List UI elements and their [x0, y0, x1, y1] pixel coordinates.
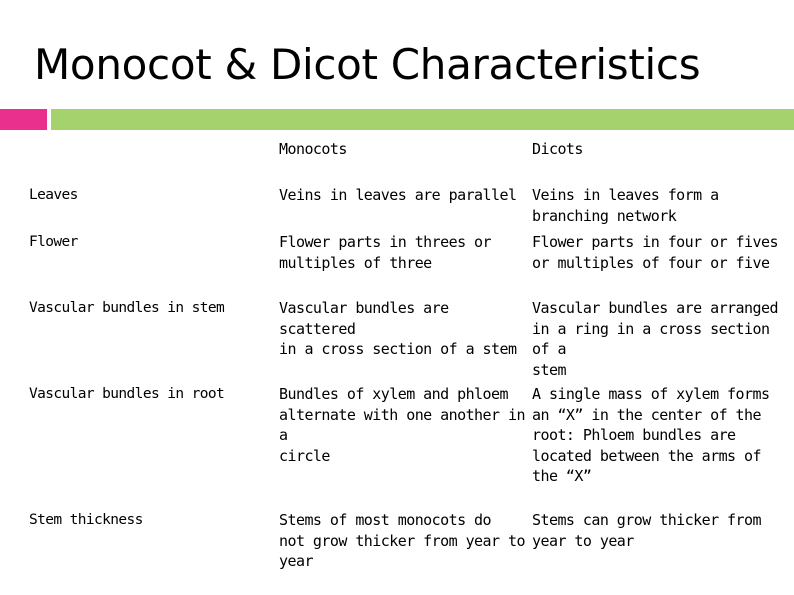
monocot-cell: Flower parts in threes or multiples of three — [279, 233, 492, 272]
dicot-cell: Veins in leaves form a branching network — [532, 186, 719, 225]
monocot-cell: Stems of most monocots do not grow thicker from year to year — [279, 511, 525, 570]
monocot-cell: Veins in leaves are parallel — [279, 186, 517, 204]
row-label: Leaves — [29, 187, 78, 203]
slide-title: Monocot & Dicot Characteristics — [34, 40, 701, 89]
monocot-cell: Bundles of xylem and phloem alternate with one another in a circle — [279, 385, 525, 465]
header-dicots: Dicots — [532, 140, 583, 158]
dicot-cell: Stems can grow thicker from year to year — [532, 511, 761, 550]
row-label: Vascular bundles in root — [29, 386, 225, 402]
row-label: Vascular bundles in stem — [29, 300, 225, 316]
title-accent-bar-green — [51, 109, 794, 130]
row-label: Stem thickness — [29, 512, 143, 528]
dicot-cell: Vascular bundles are arranged in a ring in a cross section of a stem — [532, 299, 778, 379]
monocot-cell: Vascular bundles are scattered in a cross section of a stem — [279, 299, 517, 358]
header-monocots: Monocots — [279, 140, 347, 158]
row-label: Flower — [29, 234, 78, 250]
dicot-cell: A single mass of xylem forms an “X” in the center of the root: Phloem bundles are located between the arms of the “X” — [532, 385, 770, 485]
dicot-cell: Flower parts in four or fives or multiples of four or five — [532, 233, 778, 272]
title-accent-bar-pink — [0, 109, 47, 130]
